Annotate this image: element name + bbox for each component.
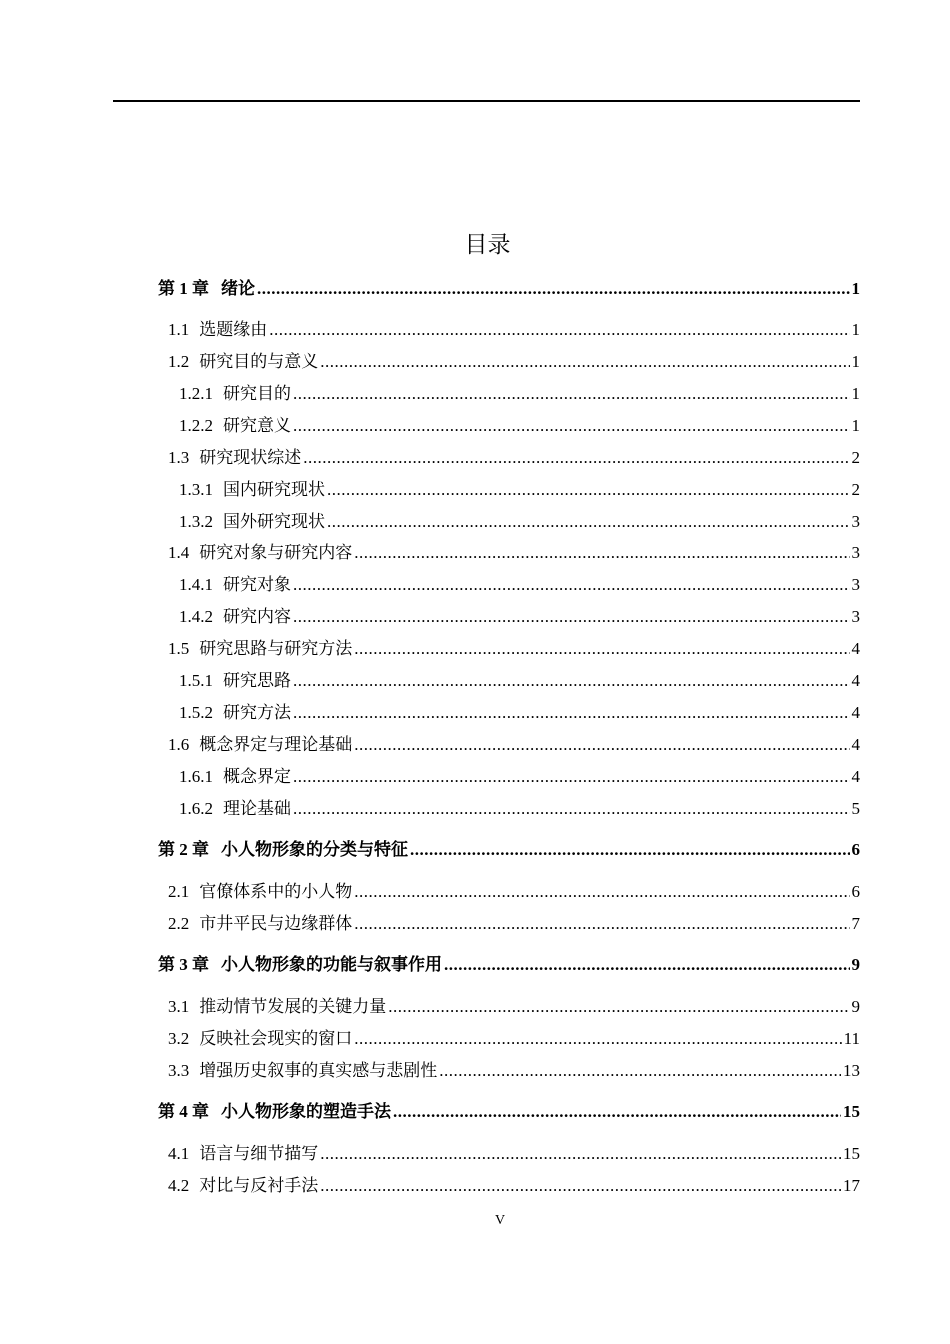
dot-leader [293,605,850,629]
toc-chapter-2[interactable] [158,838,860,862]
entry-number: 3.3 [168,1061,190,1080]
entry-number: 4.1 [168,1144,190,1163]
dot-leader [293,573,850,597]
entry-title: 推动情节发展的关键力量 [199,997,387,1016]
dot-leader [320,1142,841,1166]
entry-title: 研究现状综述 [199,448,302,467]
entry-page: 9 [851,997,860,1016]
entry-title: 小人物形象的分类与特征 [221,840,408,859]
toc-subsection-1-4-2[interactable] [179,605,860,629]
toc-subsection-1-6-1[interactable] [179,765,860,789]
entry-page: 1 [851,320,860,339]
entry-page: 1 [851,279,860,298]
entry-title: 研究方法 [223,703,291,722]
dot-leader [293,797,850,821]
entry-title: 理论基础 [223,799,291,818]
dot-leader [354,912,849,936]
toc-section-3-2[interactable] [168,1027,860,1051]
entry-title: 研究目的 [223,384,291,403]
entry-number: 1.4 [168,543,190,562]
entry-number: 4.2 [168,1176,190,1195]
toc-title: 目录 [464,232,511,258]
entry-page: 3 [851,575,860,594]
toc-subsection-1-6-2[interactable] [179,797,860,821]
toc-section-1-1[interactable] [168,318,860,342]
dot-leader [269,318,849,342]
entry-page: 4 [851,639,860,658]
dot-leader [410,838,850,862]
entry-number: 3.1 [168,997,190,1016]
entry-title: 市井平民与边缘群体 [199,914,353,933]
entry-number: 1.6.2 [179,799,213,818]
page-number: V [494,1213,506,1228]
entry-number: 1.1 [168,320,190,339]
entry-title: 研究意义 [223,416,291,435]
entry-title: 官僚体系中的小人物 [199,882,353,901]
toc-section-1-6[interactable] [168,733,860,757]
toc-chapter-1[interactable] [158,277,860,301]
entry-title: 语言与细节描写 [199,1144,319,1163]
entry-page: 4 [851,767,860,786]
toc-subsection-1-3-2[interactable] [179,510,860,534]
dot-leader [293,382,850,406]
entry-page: 4 [851,735,860,754]
entry-page: 13 [843,1061,860,1080]
entry-number: 2.2 [168,914,190,933]
entry-number: 1.3.2 [179,512,213,531]
dot-leader [444,953,850,977]
entry-number: 2.1 [168,882,190,901]
entry-number: 1.5.1 [179,671,213,690]
entry-page: 9 [851,955,860,974]
entry-title: 概念界定 [223,767,291,786]
entry-page: 2 [851,480,860,499]
entry-page: 6 [851,882,860,901]
dot-leader [327,510,850,534]
dot-leader [293,414,850,438]
entry-number: 1.5 [168,639,190,658]
toc-chapter-4[interactable] [158,1100,860,1124]
entry-page: 15 [843,1144,860,1163]
entry-title: 反映社会现实的窗口 [199,1029,353,1048]
entry-number: 1.3 [168,448,190,467]
entry-title: 研究思路 [223,671,291,690]
toc-chapter-3[interactable] [158,953,860,977]
entry-page: 2 [851,448,860,467]
entry-title: 增强历史叙事的真实感与悲剧性 [199,1061,438,1080]
toc-subsection-1-5-2[interactable] [179,701,860,725]
entry-number: 1.6 [168,735,190,754]
entry-page: 4 [851,703,860,722]
dot-leader [354,880,849,904]
dot-leader [354,541,849,565]
entry-page: 4 [851,671,860,690]
entry-number: 第 3 章 [158,955,209,974]
entry-page: 1 [851,416,860,435]
entry-page: 11 [843,1029,860,1048]
dot-leader [354,1027,841,1051]
entry-page: 7 [851,914,860,933]
entry-page: 1 [851,352,860,371]
entry-page: 17 [843,1176,860,1195]
entry-page: 6 [851,840,860,859]
entry-page: 1 [851,384,860,403]
toc-subsection-1-2-1[interactable] [179,382,860,406]
entry-title: 选题缘由 [199,320,268,339]
dot-leader [257,277,850,301]
entry-page: 3 [851,543,860,562]
dot-leader [388,995,849,1019]
entry-title: 小人物形象的功能与叙事作用 [221,955,442,974]
entry-page: 15 [843,1102,860,1121]
entry-number: 1.4.1 [179,575,213,594]
entry-number: 第 1 章 [158,279,209,298]
dot-leader [320,350,849,374]
entry-number: 1.4.2 [179,607,213,626]
toc-section-3-3[interactable] [168,1059,860,1083]
toc-subsection-1-5-1[interactable] [179,669,860,693]
entry-title: 研究思路与研究方法 [199,639,353,658]
entry-number: 1.3.1 [179,480,213,499]
dot-leader [293,669,850,693]
dot-leader [320,1174,841,1198]
entry-number: 1.2.2 [179,416,213,435]
entry-number: 第 4 章 [158,1102,209,1121]
entry-title: 研究内容 [223,607,291,626]
entry-title: 对比与反衬手法 [199,1176,319,1195]
entry-number: 1.2 [168,352,190,371]
entry-page: 3 [851,512,860,531]
toc-subsection-1-3-1[interactable] [179,478,860,502]
toc-section-1-3[interactable] [168,446,860,470]
entry-page: 3 [851,607,860,626]
dot-leader [303,446,849,470]
toc-section-1-4[interactable] [168,541,860,565]
toc-section-1-5[interactable] [168,637,860,661]
toc-subsection-1-2-2[interactable] [179,414,860,438]
entry-title: 研究对象 [223,575,291,594]
entry-title: 研究对象与研究内容 [199,543,353,562]
entry-number: 3.2 [168,1029,190,1048]
dot-leader [439,1059,841,1083]
entry-number: 1.5.2 [179,703,213,722]
entry-number: 第 2 章 [158,840,209,859]
toc-section-3-1[interactable] [168,995,860,1019]
toc-section-4-1[interactable] [168,1142,860,1166]
entry-title: 国外研究现状 [223,512,325,531]
dot-leader [354,637,849,661]
toc-section-4-2[interactable] [168,1174,860,1198]
dot-leader [293,765,850,789]
dot-leader [393,1100,841,1124]
entry-title: 国内研究现状 [223,480,325,499]
toc-section-1-2[interactable] [168,350,860,374]
dot-leader [293,701,850,725]
toc-section-2-1[interactable] [168,880,860,904]
entry-title: 概念界定与理论基础 [199,735,353,754]
dot-leader [327,478,850,502]
entry-number: 1.6.1 [179,767,213,786]
entry-page: 5 [851,799,860,818]
entry-title: 研究目的与意义 [199,352,319,371]
entry-title: 小人物形象的塑造手法 [221,1102,391,1121]
entry-number: 1.2.1 [179,384,213,403]
dot-leader [354,733,849,757]
entry-title: 绪论 [221,279,255,298]
toc-subsection-1-4-1[interactable] [179,573,860,597]
toc-section-2-2[interactable] [168,912,860,936]
